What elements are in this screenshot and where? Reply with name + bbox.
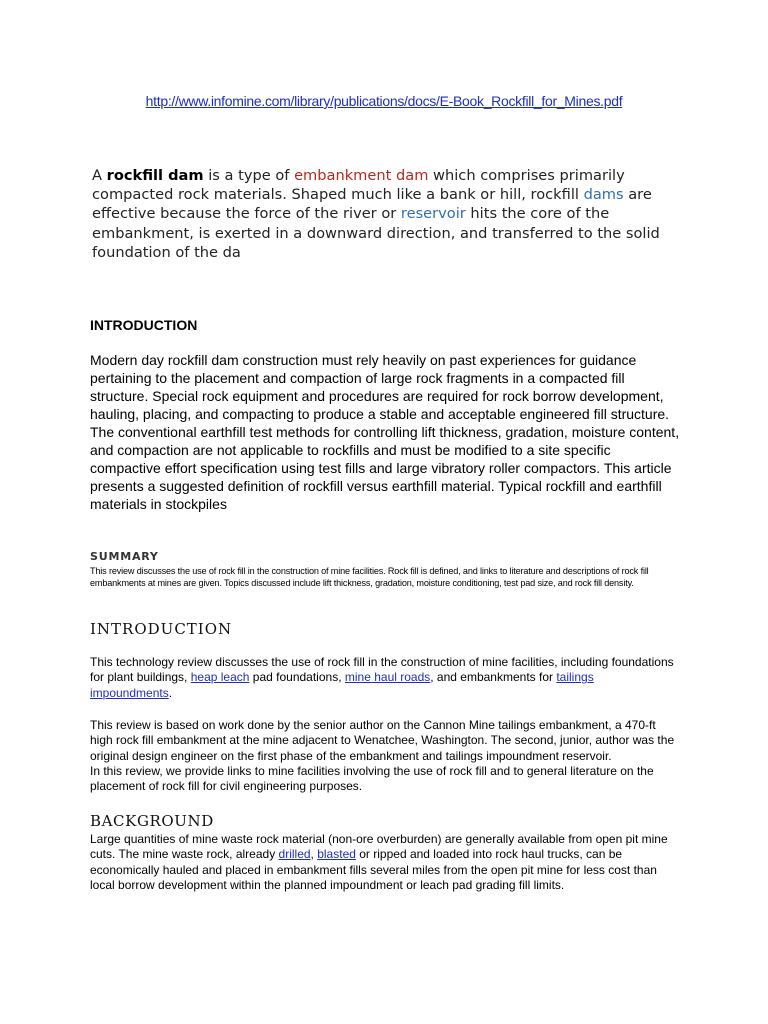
tailings-impoundments-link[interactable]: tailings impoundments <box>90 670 594 700</box>
introduction-heading: INTRODUCTION <box>90 317 198 333</box>
background-heading: BACKGROUND <box>90 812 214 830</box>
introduction-body: Modern day rockfill dam construction must rely heavily on past experiences for guidance pertaining to the placement and compaction of large rock fragments in a compacted fill structure. Special rock equipment and procedures are required for rock borrow development, hauling, placing, and compacting to produce a stable and acceptable engineered fill structure. The conventional earthfill test methods for controlling lift thickness, gradation, moisture content, and compaction are not applicable to rockfills and must be modified to a site specific compactive effort specification using test fills and large vibratory roller compactors. This article presents a suggested definition of rockfill versus earthfill material. Typical rockfill and earthfill materials in stockpiles <box>90 352 680 512</box>
intro-text: is a type of <box>203 167 295 184</box>
links-text: In this review, we provide links to mine facilities involving the use of rock fill and to general literature on the placement of rock fill for civil engineering purposes. <box>90 763 654 794</box>
intro-text: are effective because the force of the river or <box>92 186 652 223</box>
background-paragraph <box>90 832 675 893</box>
technology-review-paragraph <box>90 655 675 701</box>
intro-text: A <box>92 167 107 184</box>
embankment-dam-link[interactable]: embankment dam <box>294 167 429 184</box>
rockfill-definition-paragraph <box>92 166 662 262</box>
p1-text: , and embankments for <box>430 670 557 685</box>
p1-text: pad foundations, <box>249 670 345 685</box>
source-url-line <box>0 93 768 109</box>
drilled-link[interactable]: drilled <box>278 847 311 862</box>
blasted-link[interactable]: blasted <box>317 847 356 862</box>
cannon-mine-text: This review is based on work done by the senior author on the Cannon Mine tailings embankment, a 470-ft high rock fill embankment at the mine adjacent to Wenatchee, Washington. The second, junior, author was the original design engineer on the first phase of the embankment and tailings impoundment reservoir. <box>90 718 675 763</box>
p3-text: or ripped and loaded into rock haul trucks, can be economically hauled and placed in embankment fills several miles from the open pit mine for less cost than local borrow development within the planned impoundment or leach pad grading fill limits. <box>90 847 657 892</box>
p1-text: This technology review discusses the use of rock fill in the construction of mine facilities, including foundations for plant buildings, <box>90 655 674 685</box>
p3-text: Large quantities of mine waste rock material (non-ore overburden) are generally available from open pit mine cuts. The mine waste rock, already <box>90 832 668 862</box>
intro-text: hits the core of the embankment, is exerted in a downward direction, and transferred to the solid foundation of the da <box>92 205 660 261</box>
summary-text: This review discusses the use of rock fill in the construction of mine facilities. Rock fill is defined, and links to literature and descriptions of rock fill embankments at mines are given. Topics discussed include lift thickness, gradation, moisture conditioning, test pad size, and rock fill density. <box>90 566 649 588</box>
intro-text: which comprises primarily compacted rock materials. Shaped much like a bank or hill, rockfill <box>92 167 625 204</box>
summary-heading: SUMMARY <box>90 550 159 563</box>
rockfill-dam-term: rockfill dam <box>106 167 204 184</box>
dams-link[interactable]: dams <box>583 186 624 204</box>
p1-text: . <box>168 685 173 700</box>
heap-leach-link[interactable]: heap leach <box>190 670 250 685</box>
mine-haul-roads-link[interactable]: mine haul roads <box>344 670 431 685</box>
reservoir-link[interactable]: reservoir <box>400 205 466 223</box>
introduction-heading-2: INTRODUCTION <box>90 620 233 638</box>
cannon-mine-paragraph <box>90 718 675 794</box>
p3-text: , <box>310 847 318 862</box>
source-url-link[interactable]: http://www.infomine.com/library/publications/docs/E-Book_Rockfill_for_Mines.pdf <box>145 93 623 109</box>
